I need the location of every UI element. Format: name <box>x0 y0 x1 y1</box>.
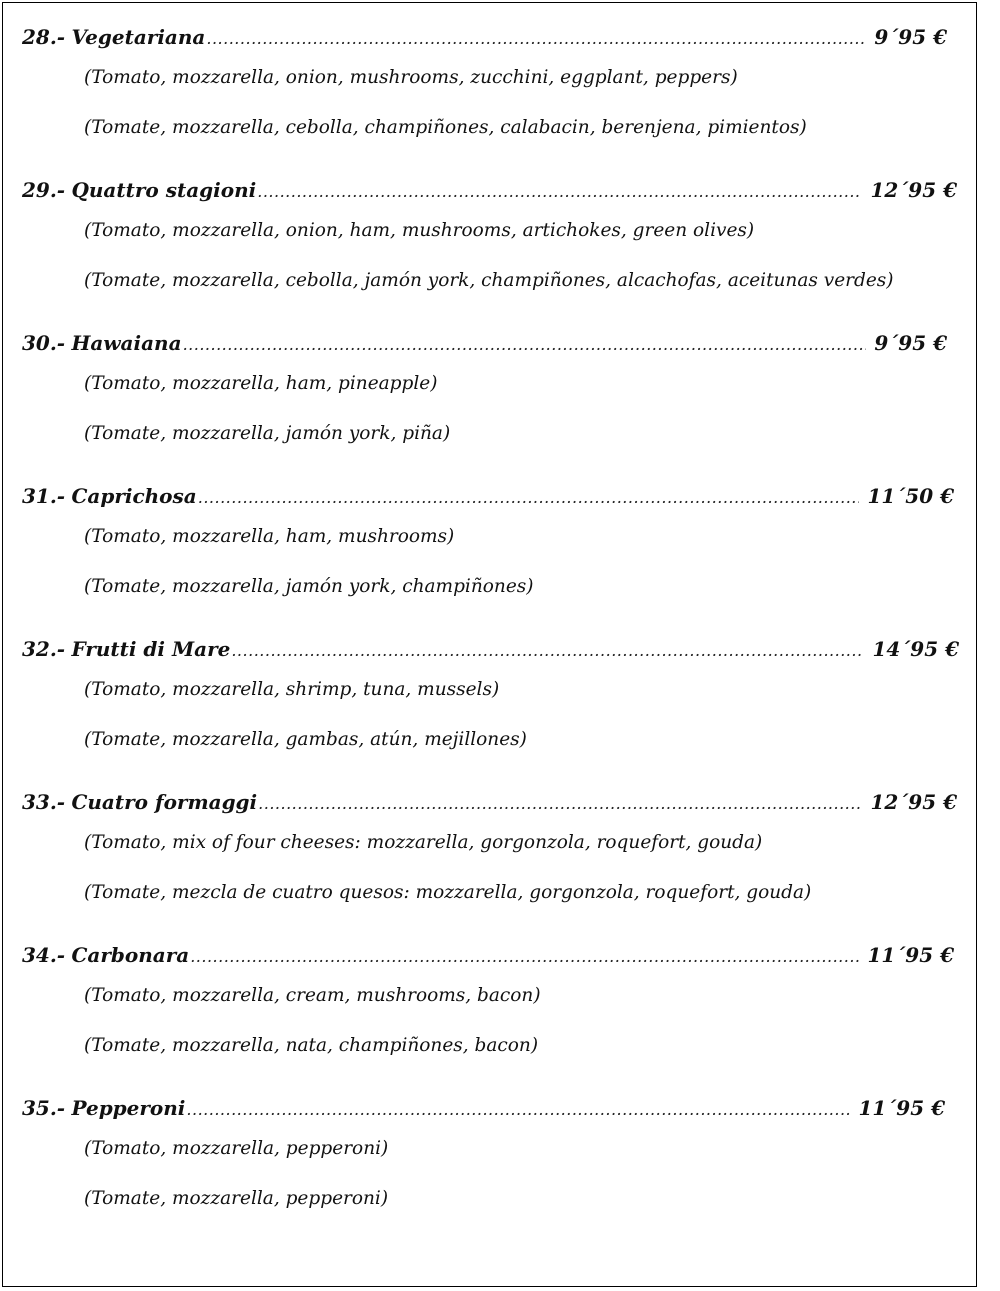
menu-item-price: 12´95 € <box>870 178 957 202</box>
menu-item-name: Pepperoni <box>71 1096 186 1120</box>
menu-item-description-english: (Tomato, mozzarella, onion, mushrooms, zucchini, eggplant, peppers) <box>84 67 738 88</box>
menu-item-title-line <box>22 328 947 358</box>
menu-item-title-line <box>22 634 959 664</box>
menu-item-title-line <box>22 175 957 205</box>
menu-item-title-line <box>22 1093 945 1123</box>
menu-item-number: 34.- <box>22 943 66 967</box>
menu-item-number: 30.- <box>22 331 66 355</box>
menu-item-name: Quattro stagioni <box>71 178 257 202</box>
menu-item-description-spanish: (Tomate, mozzarella, nata, champiñones, bacon) <box>84 1035 539 1056</box>
menu-item-description-english: (Tomato, mozzarella, cream, mushrooms, bacon) <box>84 985 541 1006</box>
menu-item-description-spanish: (Tomate, mezcla de cuatro quesos: mozzarella, gorgonzola, roquefort, gouda) <box>84 882 812 903</box>
menu-item-price: 11´50 € <box>867 484 954 508</box>
dot-leader <box>190 942 859 972</box>
menu-item-price: 11´95 € <box>858 1096 945 1120</box>
menu-item-name: Vegetariana <box>71 25 206 49</box>
dot-leader <box>231 636 864 666</box>
menu-item-title-line <box>22 22 947 52</box>
menu-item-name: Carbonara <box>71 943 190 967</box>
menu-item-title-line <box>22 940 954 970</box>
menu-item-number: 29.- <box>22 178 66 202</box>
dot-leader <box>183 330 867 360</box>
menu-item-description-english: (Tomato, mozzarella, shrimp, tuna, mussels) <box>84 679 500 700</box>
dot-leader <box>206 24 866 54</box>
menu-item-name: Hawaiana <box>71 331 182 355</box>
menu-item-number: 32.- <box>22 637 66 661</box>
menu-item-name: Frutti di Mare <box>71 637 231 661</box>
menu-item-name: Cuatro formaggi <box>71 790 258 814</box>
menu-item-description-spanish: (Tomate, mozzarella, jamón york, champiñones) <box>84 576 534 597</box>
menu-item-number: 35.- <box>22 1096 66 1120</box>
menu-item-number: 31.- <box>22 484 66 508</box>
menu-item-description-spanish: (Tomate, mozzarella, jamón york, piña) <box>84 423 451 444</box>
menu-item-description-spanish: (Tomate, mozzarella, cebolla, champiñones, calabacin, berenjena, pimientos) <box>84 117 807 138</box>
menu-item-description-spanish: (Tomate, mozzarella, cebolla, jamón york, champiñones, alcachofas, aceitunas verdes) <box>84 270 894 291</box>
dot-leader <box>257 177 862 207</box>
menu-item-description-english: (Tomato, mozzarella, ham, pineapple) <box>84 373 438 394</box>
menu-item-name: Caprichosa <box>71 484 197 508</box>
menu-item-description-english: (Tomato, mozzarella, pepperoni) <box>84 1138 389 1159</box>
menu-item-number: 33.- <box>22 790 66 814</box>
menu-item-number: 28.- <box>22 25 66 49</box>
dot-leader <box>198 483 860 513</box>
menu-item-price: 14´95 € <box>872 637 959 661</box>
menu-item-description-spanish: (Tomate, mozzarella, gambas, atún, mejillones) <box>84 729 527 750</box>
menu-item-description-english: (Tomato, mix of four cheeses: mozzarella, gorgonzola, roquefort, gouda) <box>84 832 763 853</box>
menu-item-description-spanish: (Tomate, mozzarella, pepperoni) <box>84 1188 389 1209</box>
menu-item-title-line <box>22 481 954 511</box>
menu-item-title-line <box>22 787 957 817</box>
menu-item-description-english: (Tomato, mozzarella, ham, mushrooms) <box>84 526 455 547</box>
dot-leader <box>186 1095 850 1125</box>
menu-item-price: 9´95 € <box>874 331 947 355</box>
menu-item-price: 9´95 € <box>874 25 947 49</box>
menu-item-description-english: (Tomato, mozzarella, onion, ham, mushrooms, artichokes, green olives) <box>84 220 755 241</box>
menu-item-price: 12´95 € <box>870 790 957 814</box>
menu-item-price: 11´95 € <box>867 943 954 967</box>
dot-leader <box>258 789 862 819</box>
